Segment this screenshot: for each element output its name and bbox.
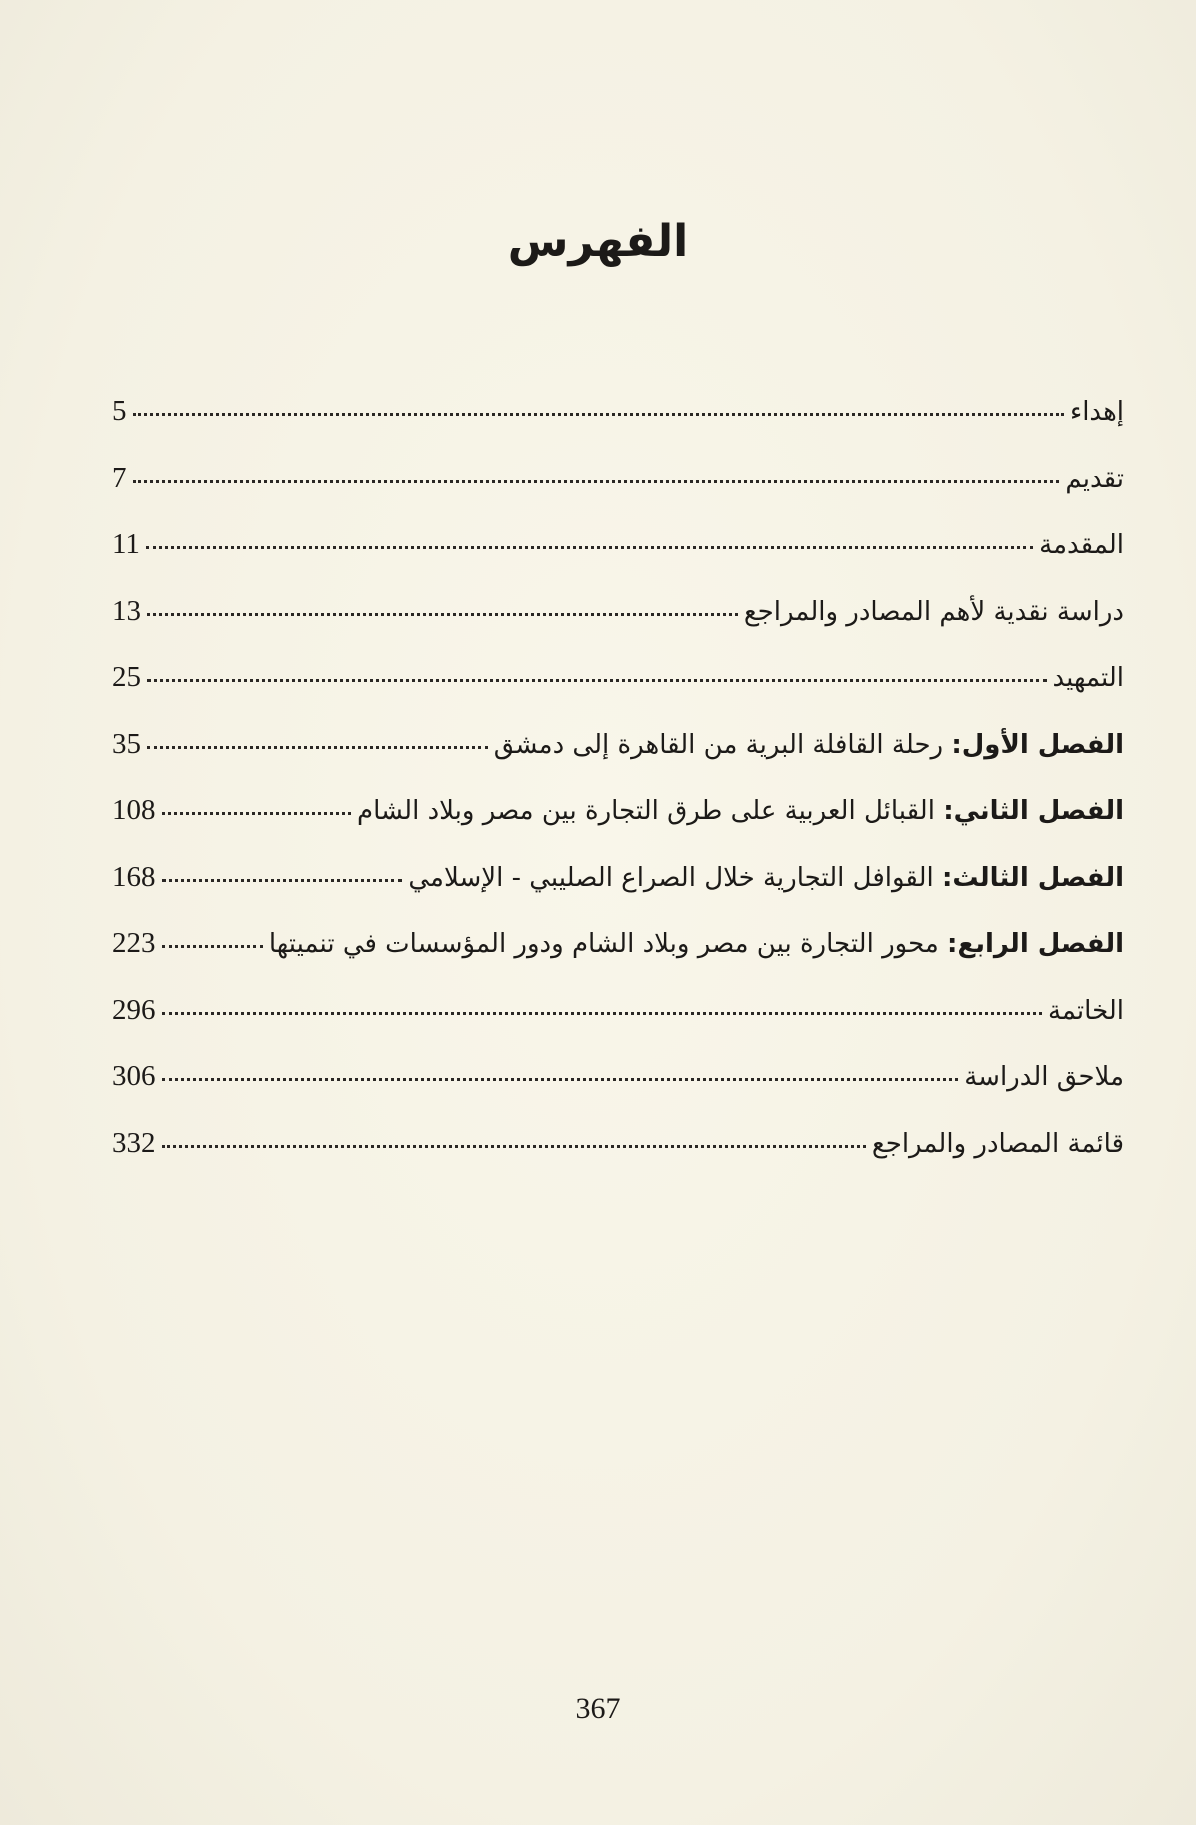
toc-page-number: 223 bbox=[112, 927, 156, 959]
toc-entry bbox=[112, 595, 1124, 662]
dot-leader bbox=[147, 678, 1047, 682]
toc-entry bbox=[112, 1127, 1124, 1194]
toc-entry bbox=[112, 462, 1124, 529]
toc-entry-label bbox=[408, 863, 1124, 893]
page-title: الفهرس bbox=[507, 216, 689, 267]
dot-leader bbox=[147, 745, 488, 749]
toc-entry-title: دراسة نقدية لأهم المصادر والمراجع bbox=[743, 596, 1124, 627]
toc-entry-label bbox=[1039, 530, 1124, 560]
toc-page-number: 306 bbox=[112, 1060, 156, 1092]
dot-leader bbox=[147, 612, 738, 616]
toc-entry-title: إهداء bbox=[1069, 397, 1124, 427]
toc-page-number: 332 bbox=[112, 1126, 156, 1159]
toc-entry bbox=[112, 861, 1124, 928]
toc-entry-title: قائمة المصادر والمراجع bbox=[871, 1128, 1124, 1159]
toc-page-number: 5 bbox=[112, 395, 127, 427]
toc-page-number: 168 bbox=[112, 860, 156, 893]
dot-leader bbox=[162, 1011, 1042, 1015]
toc-chapter-prefix: الفصل الأول: bbox=[951, 729, 1124, 760]
toc-entry-title: ملاحق الدراسة bbox=[964, 1062, 1124, 1092]
toc-page-number: 13 bbox=[112, 594, 141, 627]
toc-chapter-prefix: الفصل الرابع: bbox=[947, 929, 1124, 959]
toc-chapter-prefix: الفصل الثالث: bbox=[942, 862, 1124, 893]
dot-leader bbox=[162, 1144, 866, 1148]
table-of-contents bbox=[112, 395, 1124, 1193]
toc-entry-title: التمهيد bbox=[1052, 663, 1124, 693]
toc-entry-title: محور التجارة بين مصر وبلاد الشام ودور المؤسسات في تنميتها bbox=[268, 929, 948, 959]
toc-entry bbox=[112, 395, 1124, 462]
toc-entry-title: تقديم bbox=[1065, 463, 1124, 494]
dot-leader bbox=[162, 944, 263, 948]
dot-leader bbox=[162, 1077, 959, 1081]
toc-entry-label bbox=[744, 597, 1124, 627]
toc-entry-label bbox=[1048, 996, 1124, 1026]
toc-page-number: 11 bbox=[112, 528, 140, 560]
toc-entry bbox=[112, 528, 1124, 595]
dot-leader bbox=[162, 811, 351, 815]
toc-entry-title: القوافل التجارية خلال الصراع الصليبي - الإسلامي bbox=[408, 862, 942, 893]
toc-entry-title: الخاتمة bbox=[1047, 995, 1124, 1026]
toc-page-number: 25 bbox=[112, 661, 141, 693]
toc-entry bbox=[112, 994, 1124, 1061]
toc-entry bbox=[112, 794, 1124, 861]
dot-leader bbox=[133, 479, 1060, 483]
page-number: 367 bbox=[575, 1692, 621, 1725]
toc-page-number: 35 bbox=[112, 727, 141, 760]
toc-entry-label bbox=[269, 929, 1124, 959]
toc-entry-title: القبائل العربية على طرق التجارة بين مصر وبلاد الشام bbox=[356, 796, 944, 826]
toc-page-number: 108 bbox=[112, 794, 156, 826]
toc-entry-label bbox=[872, 1129, 1124, 1159]
toc-entry bbox=[112, 1060, 1124, 1127]
toc-entry-label bbox=[1070, 397, 1124, 427]
toc-entry-label bbox=[1065, 464, 1124, 494]
toc-entry-label bbox=[357, 796, 1124, 826]
toc-entry-title: رحلة القافلة البرية من القاهرة إلى دمشق bbox=[493, 729, 952, 760]
toc-entry-label bbox=[1053, 663, 1125, 693]
toc-chapter-prefix: الفصل الثاني: bbox=[943, 796, 1124, 826]
toc-entry bbox=[112, 927, 1124, 994]
toc-entry-title: المقدمة bbox=[1039, 530, 1124, 560]
toc-entry-label bbox=[494, 730, 1124, 760]
toc-entry-label bbox=[964, 1062, 1124, 1092]
toc-entry bbox=[112, 728, 1124, 795]
toc-page-number: 296 bbox=[112, 993, 156, 1026]
dot-leader bbox=[146, 545, 1033, 549]
dot-leader bbox=[133, 412, 1064, 416]
dot-leader bbox=[162, 878, 403, 882]
toc-page-number: 7 bbox=[112, 461, 127, 494]
toc-entry bbox=[112, 661, 1124, 728]
